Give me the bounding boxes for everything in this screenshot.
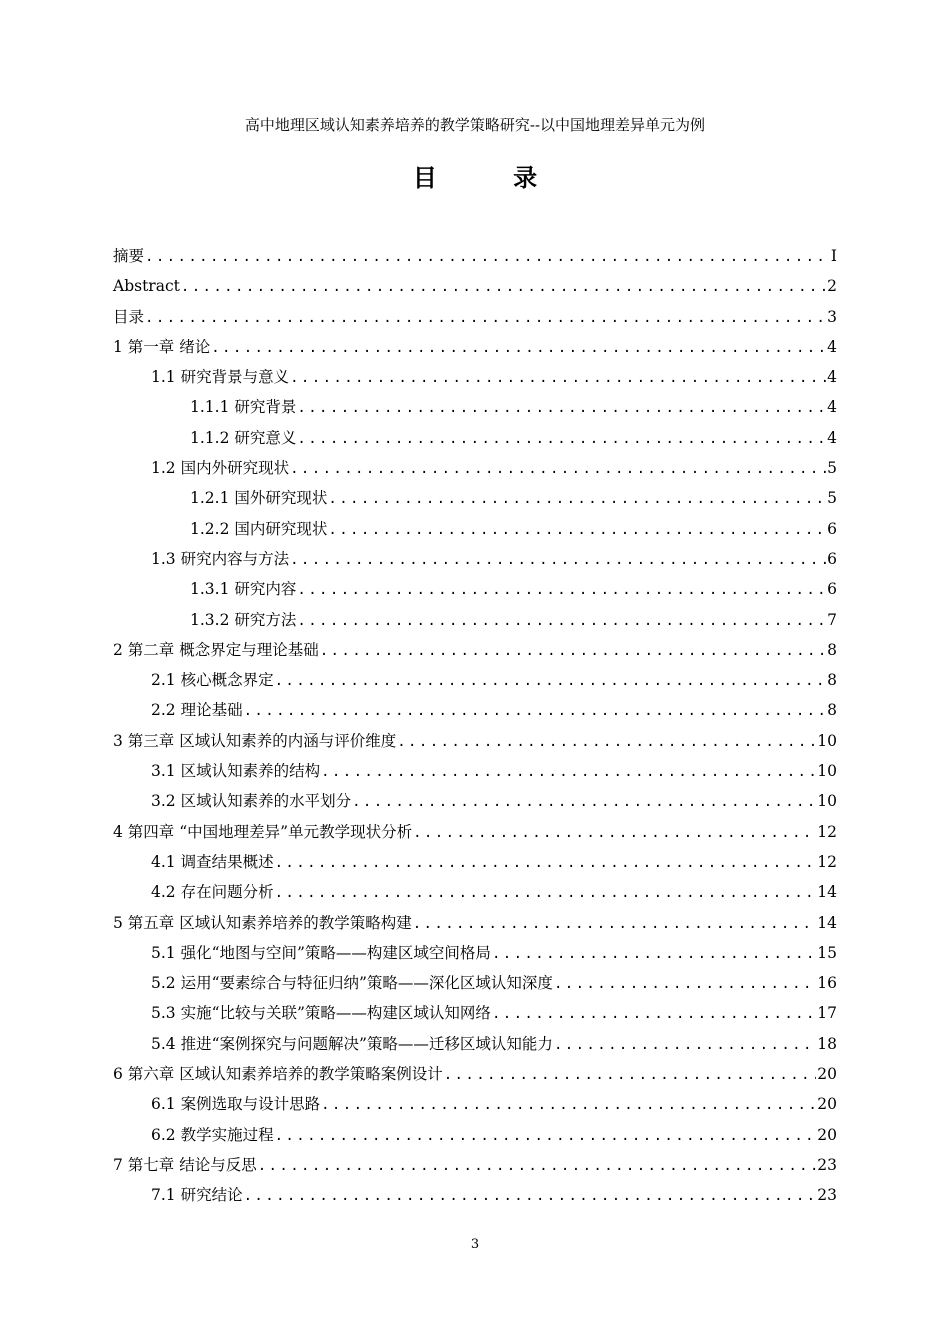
dot-leader [258, 1151, 817, 1181]
dot-leader [492, 939, 816, 969]
toc-entry[interactable] [113, 847, 837, 877]
toc-entry-label: 5.4 推进“案例探究与问题解决”策略——迁移区域认知能力 [151, 1034, 553, 1053]
toc-entry-label: 目录 [113, 307, 145, 326]
dot-leader [145, 242, 830, 272]
toc-entry[interactable] [113, 998, 837, 1028]
toc-entry-label: 1.1.2 研究意义 [190, 428, 297, 447]
toc-entry-page: 8 [827, 671, 837, 690]
toc-entry-page: 20 [817, 1095, 837, 1114]
toc-entry-page: 23 [817, 1186, 837, 1205]
toc-entry[interactable] [113, 362, 837, 392]
toc-entry[interactable] [113, 1089, 837, 1119]
dot-leader [275, 666, 827, 696]
toc-entry[interactable] [113, 392, 837, 422]
toc-entry-label: 1 第一章 绪论 [113, 337, 211, 356]
toc-entry-label: 6 第六章 区域认知素养培养的教学策略案例设计 [113, 1065, 443, 1084]
dot-leader [413, 818, 816, 848]
toc-entry-label: 3 第三章 区域认知素养的内涵与评价维度 [113, 731, 397, 750]
page-title: 目 录 [412, 164, 572, 192]
toc-entry-page: 7 [827, 610, 837, 629]
dot-leader [275, 878, 817, 908]
toc-entry-label: 4 第四章 “中国地理差异”单元教学现状分析 [113, 822, 413, 841]
dot-leader [320, 636, 826, 666]
toc-entry-label: 5.2 运用“要素综合与特征归纳”策略——深化区域认知深度 [151, 974, 553, 993]
toc-entry[interactable] [113, 635, 837, 665]
toc-entry-page: 12 [817, 852, 837, 871]
toc-entry-label: 2 第二章 概念界定与理论基础 [113, 640, 319, 659]
toc-entry-page: 8 [827, 701, 837, 720]
toc-entry-page: 18 [817, 1034, 837, 1053]
toc-entry[interactable] [113, 756, 837, 786]
toc-entry-page: 3 [827, 307, 837, 326]
toc-entry-label: 1.2 国内外研究现状 [151, 459, 290, 478]
toc-entry[interactable] [113, 605, 837, 635]
toc-entry[interactable] [113, 877, 837, 907]
toc-entry-page: 10 [817, 792, 837, 811]
dot-leader [211, 333, 826, 363]
toc-entry[interactable] [113, 1180, 837, 1210]
dot-leader [444, 1060, 817, 1090]
toc-entry-page: 5 [827, 459, 837, 478]
toc-entry-label: 3.1 区域认知素养的结构 [151, 762, 321, 781]
toc-entry-label: 4.2 存在问题分析 [151, 883, 274, 902]
toc-entry[interactable] [113, 817, 837, 847]
toc-entry[interactable] [113, 1150, 837, 1180]
toc-entry-page: 6 [827, 580, 837, 599]
toc-entry-label: 1.3.1 研究内容 [190, 580, 297, 599]
toc-entry[interactable] [113, 483, 837, 513]
dot-leader [321, 1090, 816, 1120]
dot-leader [413, 909, 817, 939]
toc-entry-page: 10 [817, 762, 837, 781]
toc-entry-label: 6.2 教学实施过程 [151, 1125, 274, 1144]
table-of-contents [113, 241, 837, 1211]
dot-leader [492, 999, 816, 1029]
toc-entry-label: 5.3 实施“比较与关联”策略——构建区域认知网络 [151, 1004, 491, 1023]
toc-entry[interactable] [113, 665, 837, 695]
toc-entry-page: 4 [827, 368, 837, 387]
toc-entry[interactable] [113, 1059, 837, 1089]
toc-entry-page: 5 [827, 489, 837, 508]
toc-entry-page: 4 [827, 398, 837, 417]
toc-entry-page: 6 [827, 519, 837, 538]
dot-leader [321, 757, 816, 787]
toc-entry[interactable] [113, 514, 837, 544]
toc-entry[interactable] [113, 968, 837, 998]
dot-leader [275, 1121, 817, 1151]
toc-entry[interactable] [113, 1120, 837, 1150]
toc-entry-page: 6 [827, 549, 837, 568]
running-header: 高中地理区域认知素养培养的教学策略研究--以中国地理差异单元为例 [244, 116, 706, 134]
dot-leader [297, 424, 826, 454]
dot-leader [181, 272, 826, 302]
toc-entry-page: 2 [827, 277, 837, 296]
dot-leader [290, 545, 826, 575]
toc-entry-label: 1.3 研究内容与方法 [151, 549, 290, 568]
toc-entry-label: 1.1.1 研究背景 [190, 398, 297, 417]
toc-entry-label: 1.2.1 国外研究现状 [190, 489, 328, 508]
toc-entry-label: 6.1 案例选取与设计思路 [151, 1095, 321, 1114]
toc-entry-page: 8 [827, 640, 837, 659]
dot-leader [290, 363, 826, 393]
toc-entry[interactable] [113, 302, 837, 332]
page-number: 3 [470, 1237, 480, 1252]
toc-entry[interactable] [113, 786, 837, 816]
toc-entry-page: 23 [817, 1155, 837, 1174]
toc-entry-page: I [830, 247, 837, 265]
toc-entry-label: 2.1 核心概念界定 [151, 671, 274, 690]
toc-entry-label: 2.2 理论基础 [151, 701, 243, 720]
toc-entry-page: 17 [817, 1004, 837, 1023]
dot-leader [297, 575, 826, 605]
toc-entry[interactable] [113, 453, 837, 483]
toc-entry[interactable] [113, 726, 837, 756]
toc-entry[interactable] [113, 1029, 837, 1059]
toc-entry-label: 7.1 研究结论 [151, 1186, 243, 1205]
dot-leader [297, 393, 826, 423]
dot-leader [244, 1181, 817, 1211]
toc-entry-page: 12 [817, 822, 837, 841]
toc-entry[interactable] [113, 695, 837, 725]
toc-entry[interactable] [113, 908, 837, 938]
toc-entry-page: 16 [817, 974, 837, 993]
toc-entry-label: 7 第七章 结论与反思 [113, 1155, 257, 1174]
toc-entry-label: 3.2 区域认知素养的水平划分 [151, 792, 352, 811]
toc-entry-label: 1.1 研究背景与意义 [151, 368, 290, 387]
toc-entry[interactable] [113, 241, 837, 271]
toc-entry-page: 15 [817, 943, 837, 962]
toc-entry-page: 20 [817, 1125, 837, 1144]
toc-entry-label: 4.1 调查结果概述 [151, 852, 274, 871]
toc-entry-page: 4 [827, 337, 837, 356]
dot-leader [397, 727, 816, 757]
dot-leader [244, 696, 827, 726]
toc-entry[interactable] [113, 332, 837, 362]
toc-entry-page: 14 [817, 883, 837, 902]
dot-leader [554, 1030, 816, 1060]
dot-leader [352, 787, 816, 817]
toc-entry[interactable] [113, 271, 837, 301]
toc-entry-label: Abstract [113, 277, 180, 296]
dot-leader [290, 454, 826, 484]
toc-entry-page: 20 [817, 1065, 837, 1084]
toc-entry-page: 4 [827, 428, 837, 447]
toc-entry[interactable] [113, 938, 837, 968]
dot-leader [328, 484, 826, 514]
toc-entry-label: 1.3.2 研究方法 [190, 610, 297, 629]
dot-leader [297, 606, 826, 636]
dot-leader [275, 848, 817, 878]
toc-entry-page: 10 [817, 731, 837, 750]
toc-entry-label: 摘要 [113, 247, 145, 265]
dot-leader [328, 515, 826, 545]
toc-entry-label: 5 第五章 区域认知素养培养的教学策略构建 [113, 913, 412, 932]
toc-entry[interactable] [113, 423, 837, 453]
toc-entry-label: 1.2.2 国内研究现状 [190, 519, 328, 538]
toc-entry-page: 14 [817, 913, 837, 932]
dot-leader [554, 969, 816, 999]
toc-entry-label: 5.1 强化“地图与空间”策略——构建区域空间格局 [151, 943, 491, 962]
toc-entry[interactable] [113, 574, 837, 604]
dot-leader [145, 303, 826, 333]
toc-entry[interactable] [113, 544, 837, 574]
